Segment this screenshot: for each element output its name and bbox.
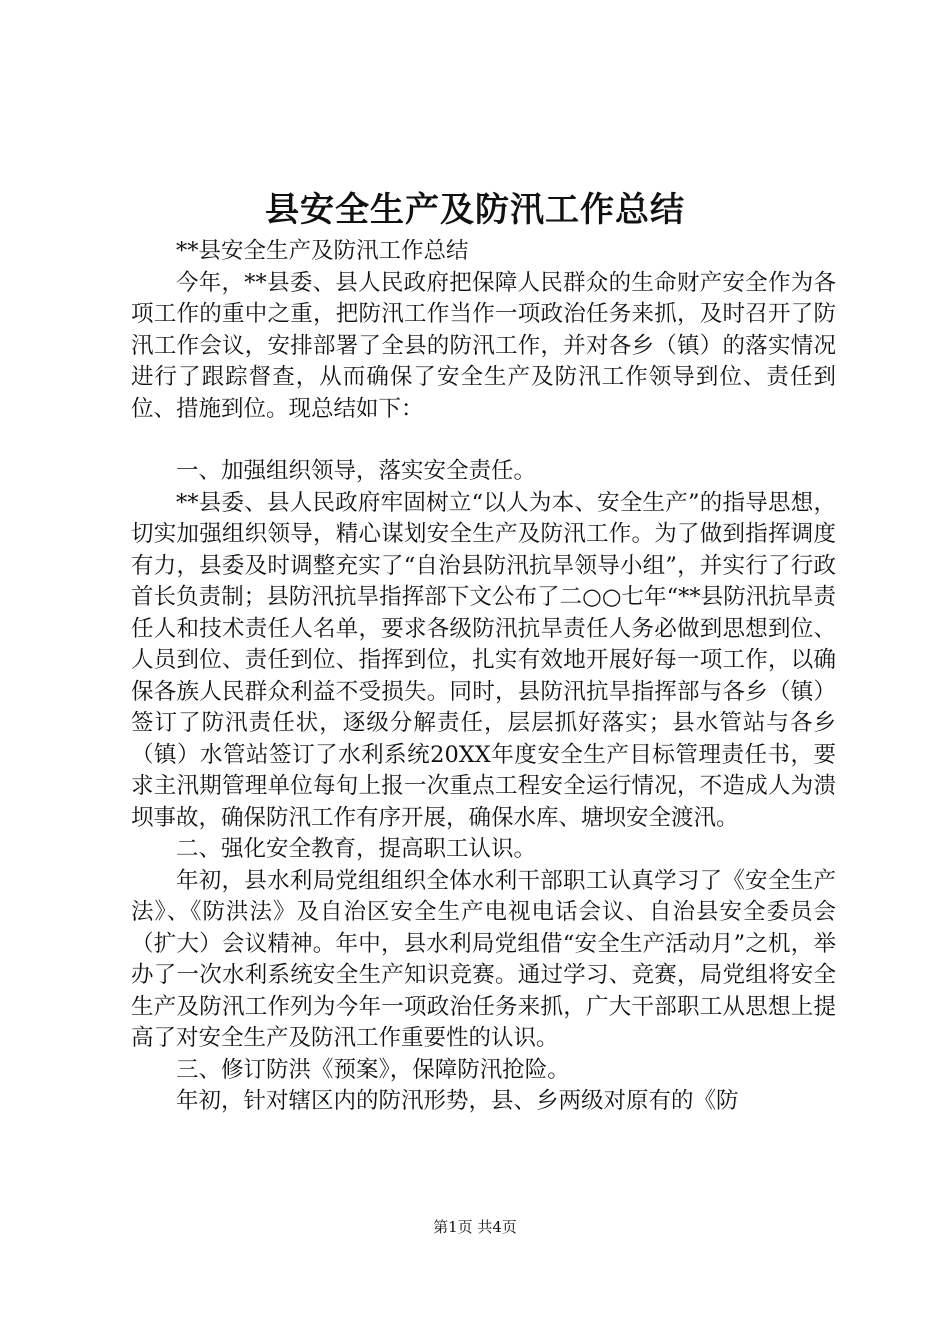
section-heading-3: 三、修订防洪《预案》，保障防汛抢险。 [176, 1056, 570, 1083]
page-footer: 第1页 共4页 [433, 1218, 517, 1236]
document-title: 县安全生产及防汛工作总结 [265, 190, 685, 230]
paragraph-subtitle: **县安全生产及防汛工作总结 [176, 238, 469, 264]
paragraph-section-1: **县委、县人民政府牢固树立“以人为本、安全生产”的指导思想，切实加强组织领导，精心谋划安全生产及防汛工作。为了做到指挥调度有力，县委及时调整充实了“自治县防汛抗旱领导小组”，并实行了行政首长负责制；县防汛抗旱指挥部下文公布了二○○七年“**县防汛抗旱责任人和技术责任人名单，要求各级防汛抗旱责任人务必做到思想到位、人员到位、责任到位、指挥到位，扎实有效地开展好每一项工作，以确保各族人民群众利益不受损失。同时，县防汛抗旱指挥部与各乡（镇）签订了防汛责任状，逐级分解责任，层层抓好落实；县水管站与各乡（镇）水管站签订了水利系统20XX年度安全生产目标管理责任书，要求主汛期管理单位每旬上报一次重点工程安全运行情况，不造成人为溃坝事故，确保防汛工作有序开展，确保水库、塘坝安全渡汛。 [131, 489, 836, 831]
document-body [131, 236, 836, 1118]
section-heading-2: 二、强化安全教育，提高职工认识。 [176, 836, 537, 862]
section-heading-1: 一、加强组织领导，落实安全责任。 [176, 458, 537, 484]
paragraph-section-2: 年初，县水利局党组组织全体水利干部职工认真学习了《安全生产法》、《防洪法》及自治区安全生产电视电话会议、自治县安全委员会（扩大）会议精神。年中，县水利局党组借“安全生产活动月”之机，举办了一次水利系统安全生产知识竞赛。通过学习、竞赛，局党组将安全生产及防汛工作列为今年一项政治任务来抓，广大干部职工从思想上提高了对安全生产及防汛工作重要性的认识。 [131, 867, 836, 1051]
paragraph-section-3: 年初，针对辖区内的防汛形势，县、乡两级对原有的《防 [176, 1088, 739, 1114]
paragraph-intro: 今年，**县委、县人民政府把保障人民群众的生命财产安全作为各项工作的重中之重，把防汛工作当作一项政治任务来抓，及时召开了防汛工作会议，安排部署了全县的防汛工作，并对各乡（镇）的落实情况进行了跟踪督查，从而确保了安全生产及防汛工作领导到位、责任到位、措施到位。现总结如下： [131, 269, 836, 422]
